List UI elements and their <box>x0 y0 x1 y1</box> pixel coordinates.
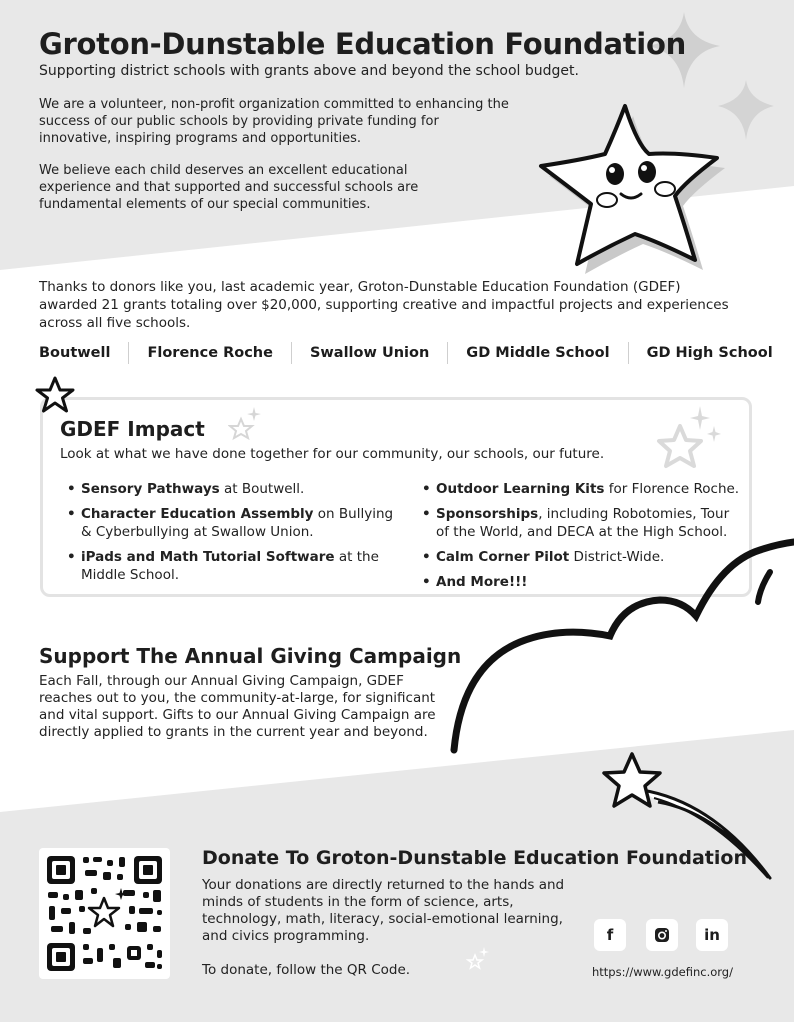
support-title: Support The Annual Giving Campaign <box>39 644 462 668</box>
page-subtitle: Supporting district schools with grants above and beyond the school budget. <box>39 63 579 79</box>
list-item <box>67 505 397 541</box>
list-item-text: , including Robotomies, Tour of the World, and DECA at the High School. <box>436 506 730 540</box>
list-item-bold: iPads and Math Tutorial Software <box>81 549 335 565</box>
facebook-button[interactable] <box>594 919 626 951</box>
impact-subtitle: Look at what we have done together for our community, our schools, our future. <box>60 446 605 462</box>
donate-title: Donate To Groton-Dunstable Education Foundation <box>202 847 747 869</box>
school-florence-roche: Florence Roche <box>128 342 291 364</box>
list-item <box>422 480 742 498</box>
list-item <box>67 480 397 498</box>
facebook-icon: f <box>606 926 614 944</box>
list-item-bold: Character Education Assembly <box>81 506 314 522</box>
donate-qr-code[interactable] <box>39 848 170 979</box>
list-item-text: at Boutwell. <box>219 481 305 497</box>
school-swallow-union: Swallow Union <box>291 342 447 364</box>
faint-star-sparkle-icon <box>228 405 264 441</box>
faint-sparkle-icon <box>466 946 490 970</box>
intro-paragraph-mission: We are a volunteer, non-profit organization committed to enhancing the success of our public schools by providing private funding for innovative, inspiring programs and opportunities. <box>39 97 509 146</box>
list-item <box>67 548 397 584</box>
cloud-outline-icon <box>440 536 794 756</box>
list-item-text: on Bullying & Cyberbullying at Swallow Union. <box>81 506 394 540</box>
schools-row <box>39 342 773 364</box>
list-item-bold: And More!!! <box>436 574 528 590</box>
donate-paragraph: Your donations are directly returned to the hands and minds of students in the form of science, arts, technology, math, literacy, social-emotional learning, and civics programming. <box>202 877 565 944</box>
school-gd-middle: GD Middle School <box>447 342 627 364</box>
school-gd-high: GD High School <box>628 342 773 364</box>
list-item-text: at the Middle School. <box>81 549 379 583</box>
support-paragraph: Each Fall, through our Annual Giving Campaign, GDEF reaches out to you, the community-at-large, for significant and vital support. Gifts to our Annual Giving Campaign are directly applied to grants in the current year and beyond. <box>39 673 436 740</box>
impact-title: GDEF Impact <box>60 417 205 441</box>
instagram-icon <box>654 927 670 943</box>
star-mascot-icon <box>525 96 735 276</box>
star-outline-icon <box>35 376 75 414</box>
list-item-bold: Calm Corner Pilot <box>436 549 570 565</box>
page-title: Groton-Dunstable Education Foundation <box>39 27 686 61</box>
qr-code-icon <box>39 848 170 979</box>
linkedin-icon: in <box>704 926 720 944</box>
impact-list-left <box>67 480 397 591</box>
list-item-bold: Sensory Pathways <box>81 481 220 497</box>
list-item-text: District-Wide. <box>569 549 665 565</box>
school-boutwell: Boutwell <box>39 345 111 361</box>
list-item-text: for Florence Roche. <box>604 481 740 497</box>
list-item-bold: Sponsorships <box>436 506 539 522</box>
donate-instruction: To donate, follow the QR Code. <box>202 962 411 978</box>
faint-large-star-sparkle-icon <box>652 404 724 476</box>
list-item-bold: Outdoor Learning Kits <box>436 481 605 497</box>
instagram-button[interactable] <box>646 919 678 951</box>
intro-paragraph-belief: We believe each child deserves an excellent educational experience and that supported and successful schools are fundamental elements of our special communities. <box>39 163 419 212</box>
website-link[interactable]: https://www.gdefinc.org/ <box>592 965 733 979</box>
linkedin-button[interactable] <box>696 919 728 951</box>
donor-thanks-paragraph: Thanks to donors like you, last academic year, Groton-Dunstable Education Foundation (GDEF) awarded 21 grants totaling over $20,000, supporting creative and impactful projects and experiences across all five schools. <box>39 279 729 331</box>
